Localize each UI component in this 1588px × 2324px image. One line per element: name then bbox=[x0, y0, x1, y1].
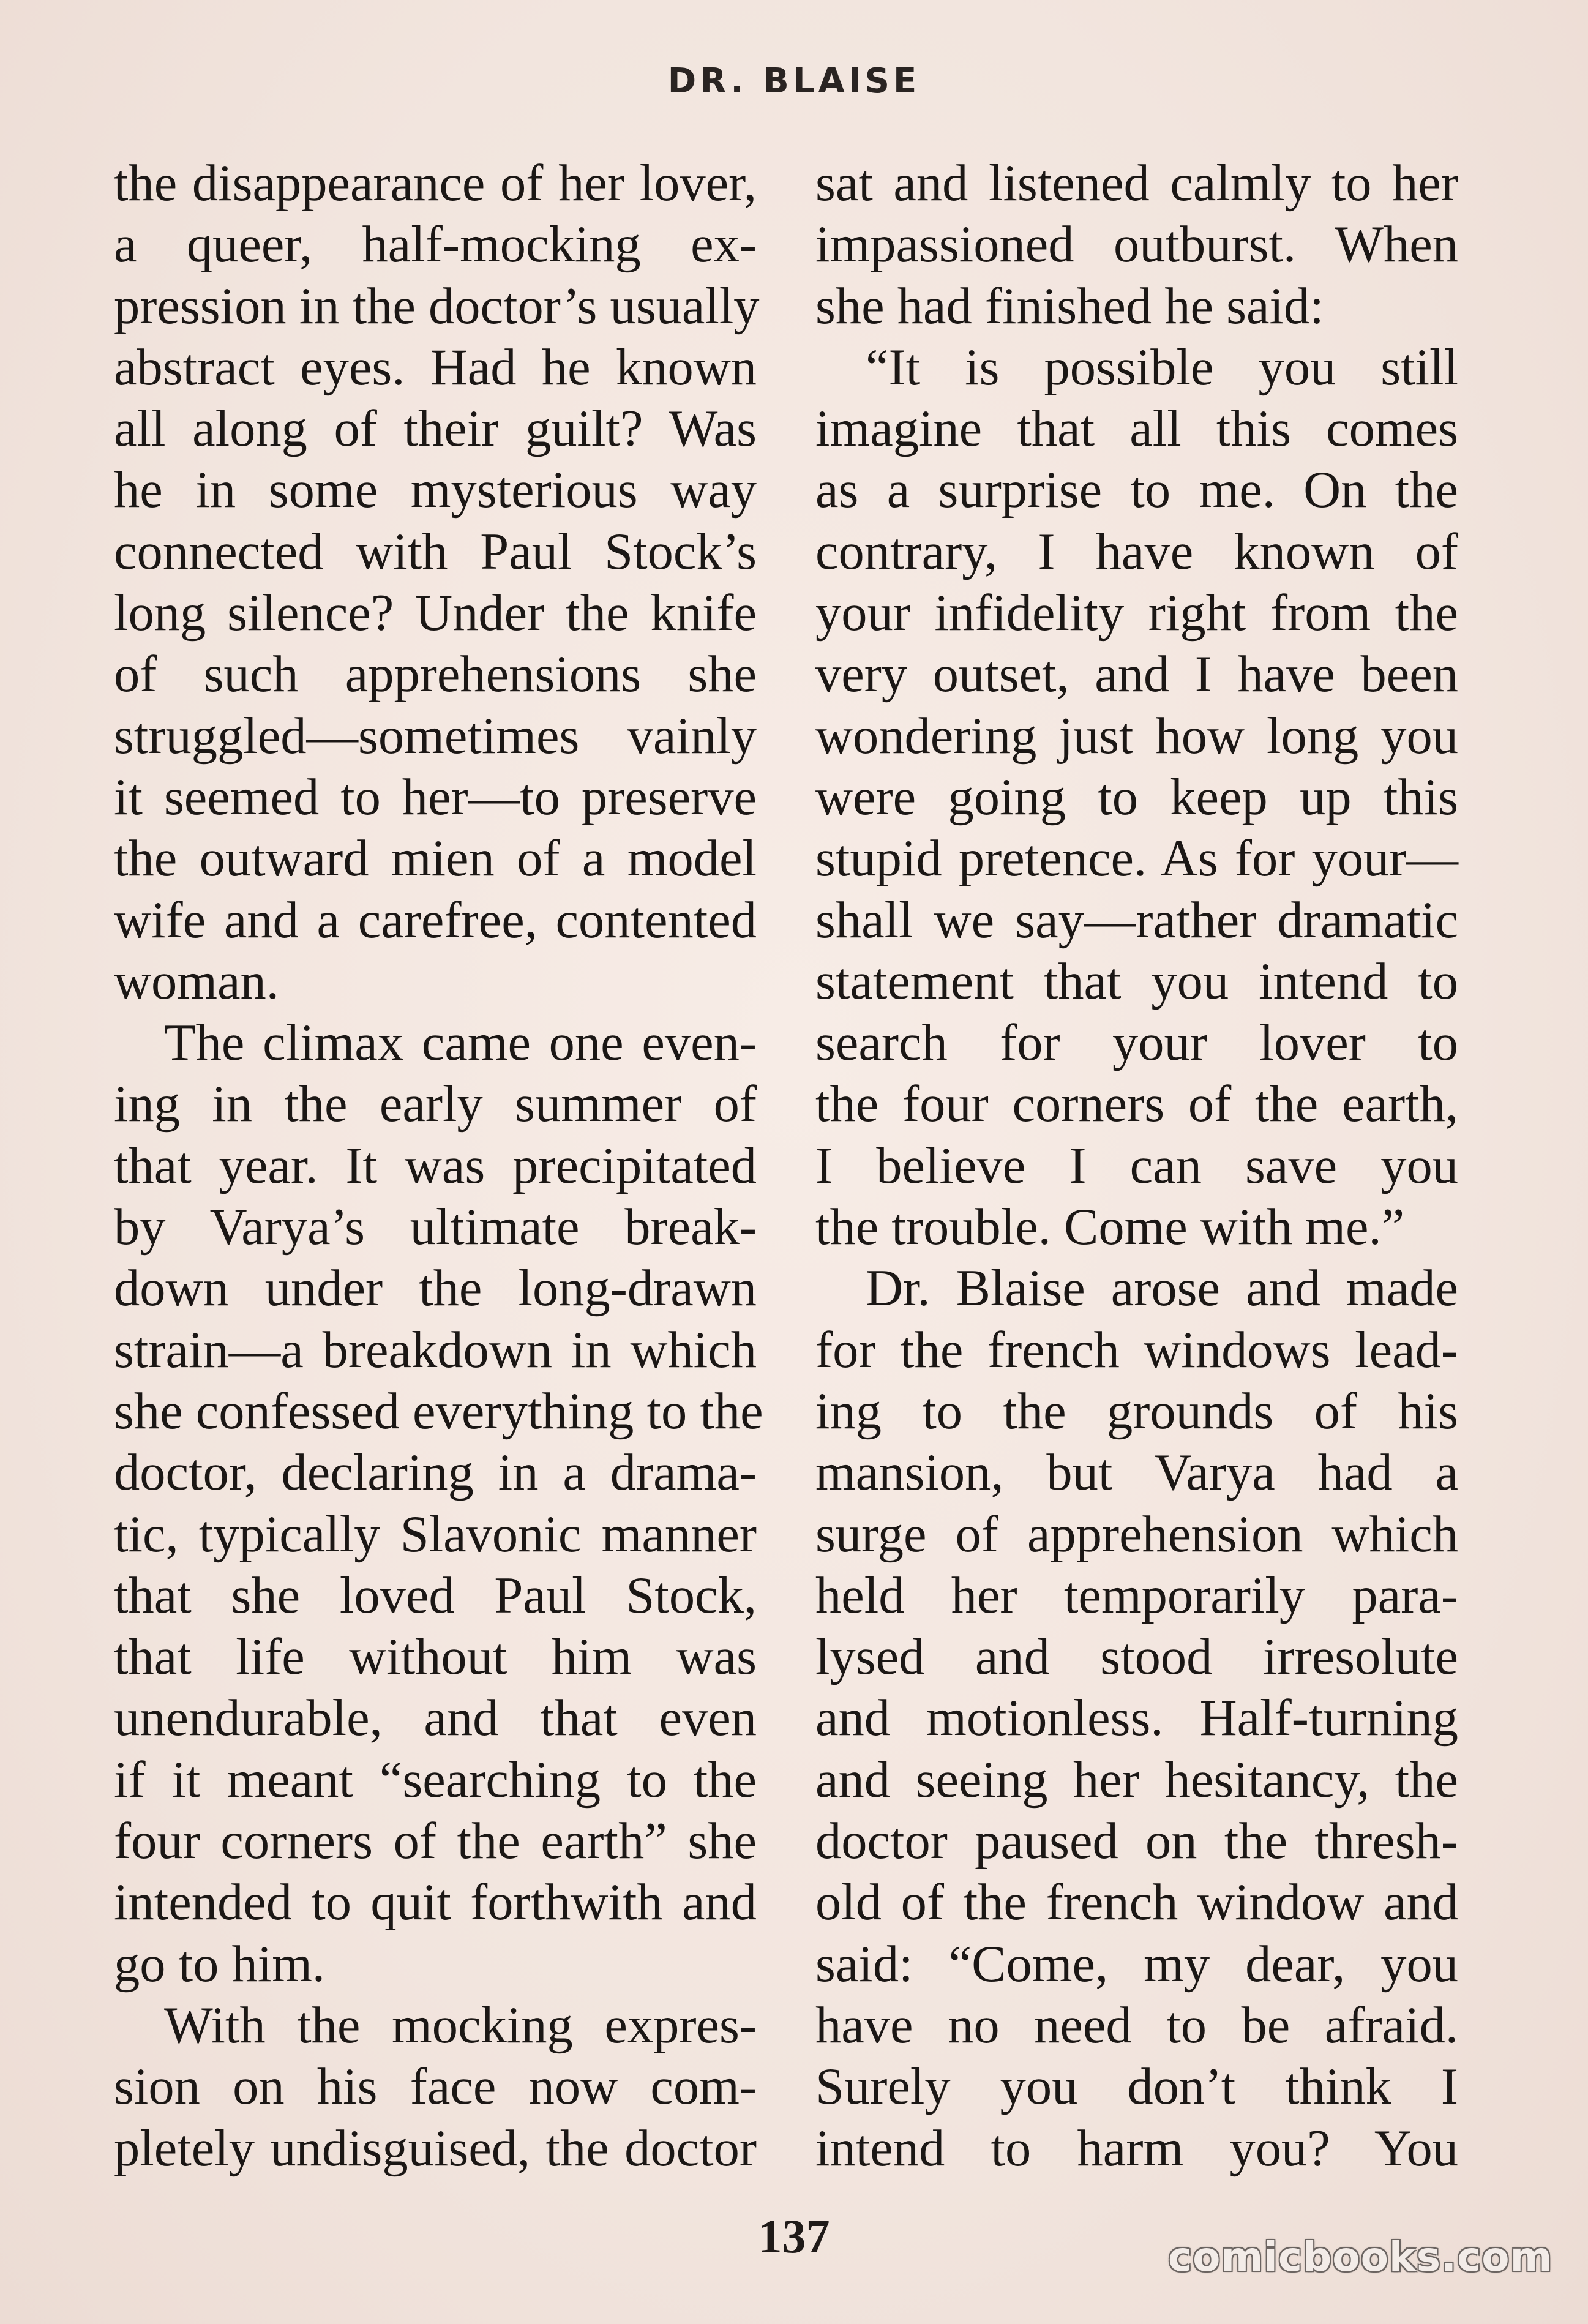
text-line: pletely undisguised, the doctor bbox=[114, 2120, 757, 2177]
text-line: ing to the grounds of his bbox=[815, 1382, 1458, 1440]
text-line: and seeing her hesitancy, the bbox=[815, 1751, 1458, 1809]
text-line: held her temporarily para- bbox=[815, 1567, 1458, 1624]
text-line: mansion, but Varya had a bbox=[815, 1444, 1458, 1502]
text-line: four corners of the earth” she bbox=[114, 1813, 757, 1870]
text-line: your infidelity right from the bbox=[815, 585, 1458, 642]
text-line: doctor, declaring in a drama- bbox=[114, 1444, 757, 1502]
text-line: it seemed to her—to preserve bbox=[114, 768, 757, 826]
text-line: that year. It was precipitated bbox=[114, 1137, 757, 1194]
text-line: of such apprehensions she bbox=[114, 646, 757, 703]
text-line: search for your lover to bbox=[815, 1014, 1458, 1072]
running-head: DR. BLAISE bbox=[667, 61, 921, 101]
text-line: down under the long-drawn bbox=[114, 1260, 757, 1318]
text-line: Dr. Blaise arose and made bbox=[866, 1260, 1458, 1318]
text-line: were going to keep up this bbox=[815, 768, 1458, 826]
text-line: lysed and stood irresolute bbox=[815, 1629, 1458, 1686]
text-line: struggled—sometimes vainly bbox=[114, 707, 757, 765]
text-line: pression in the doctor’s usually bbox=[114, 277, 760, 335]
text-line: shall we say—rather dramatic bbox=[815, 891, 1458, 949]
text-line: The climax came one even- bbox=[164, 1014, 757, 1072]
text-line: the disappearance of her lover, bbox=[114, 155, 757, 212]
text-line: she confessed everything to the bbox=[114, 1382, 763, 1440]
text-line: strain—a breakdown in which bbox=[114, 1321, 757, 1379]
text-line: a queer, half-mocking ex- bbox=[114, 216, 757, 274]
text-line: imagine that all this comes bbox=[815, 400, 1458, 458]
text-line: that she loved Paul Stock, bbox=[114, 1567, 757, 1624]
text-line: as a surprise to me. On the bbox=[815, 462, 1458, 519]
text-line: ing in the early summer of bbox=[114, 1076, 757, 1133]
text-line: intend to harm you? You bbox=[815, 2120, 1458, 2177]
text-line: “It is possible you still bbox=[866, 339, 1458, 396]
watermark-logo: comicbooks.com bbox=[1168, 2233, 1553, 2281]
text-line: all along of their guilt? Was bbox=[114, 400, 757, 458]
text-line: I believe I can save you bbox=[815, 1137, 1458, 1194]
text-line: unendurable, and that even bbox=[114, 1690, 757, 1747]
text-line: go to him. bbox=[114, 1935, 326, 1993]
text-line: With the mocking expres- bbox=[164, 1996, 757, 2054]
text-line: stupid pretence. As for your— bbox=[815, 830, 1458, 888]
text-line: wife and a carefree, contented bbox=[114, 891, 757, 949]
text-line: for the french windows lead- bbox=[815, 1321, 1458, 1379]
text-line: the trouble. Come with me.” bbox=[815, 1199, 1405, 1256]
text-line: Surely you don’t think I bbox=[815, 2058, 1458, 2116]
text-line: doctor paused on the thresh- bbox=[815, 1813, 1458, 1870]
text-line: and motionless. Half-turning bbox=[815, 1690, 1458, 1747]
text-line: contrary, I have known of bbox=[815, 523, 1458, 580]
text-line: that life without him was bbox=[114, 1629, 757, 1686]
text-line: impassioned outburst. When bbox=[815, 216, 1458, 274]
text-line: abstract eyes. Had he known bbox=[114, 339, 757, 396]
text-line: sat and listened calmly to her bbox=[815, 155, 1458, 212]
text-line: sion on his face now com- bbox=[114, 2058, 757, 2116]
text-line: by Varya’s ultimate break- bbox=[114, 1199, 757, 1256]
right-text-column bbox=[815, 153, 1458, 2180]
text-line: if it meant “searching to the bbox=[114, 1751, 757, 1809]
text-line: the four corners of the earth, bbox=[815, 1076, 1458, 1133]
text-line: the outward mien of a model bbox=[114, 830, 757, 888]
text-line: she had finished he said: bbox=[815, 277, 1324, 335]
text-line: old of the french window and bbox=[815, 1874, 1458, 1932]
text-line: long silence? Under the knife bbox=[114, 585, 757, 642]
left-text-column bbox=[114, 153, 763, 2180]
text-line: statement that you intend to bbox=[815, 953, 1458, 1010]
text-line: surge of apprehension which bbox=[815, 1505, 1458, 1563]
text-line: wondering just how long you bbox=[815, 707, 1458, 765]
text-line: intended to quit forthwith and bbox=[114, 1874, 757, 1932]
text-line: he in some mysterious way bbox=[114, 462, 757, 519]
page-number: 137 bbox=[758, 2210, 830, 2263]
text-line: tic, typically Slavonic manner bbox=[114, 1505, 757, 1563]
text-line: said: “Come, my dear, you bbox=[815, 1935, 1458, 1993]
text-line: have no need to be afraid. bbox=[815, 1996, 1458, 2054]
text-line: woman. bbox=[114, 953, 279, 1010]
text-line: connected with Paul Stock’s bbox=[114, 523, 757, 580]
text-line: very outset, and I have been bbox=[815, 646, 1458, 703]
